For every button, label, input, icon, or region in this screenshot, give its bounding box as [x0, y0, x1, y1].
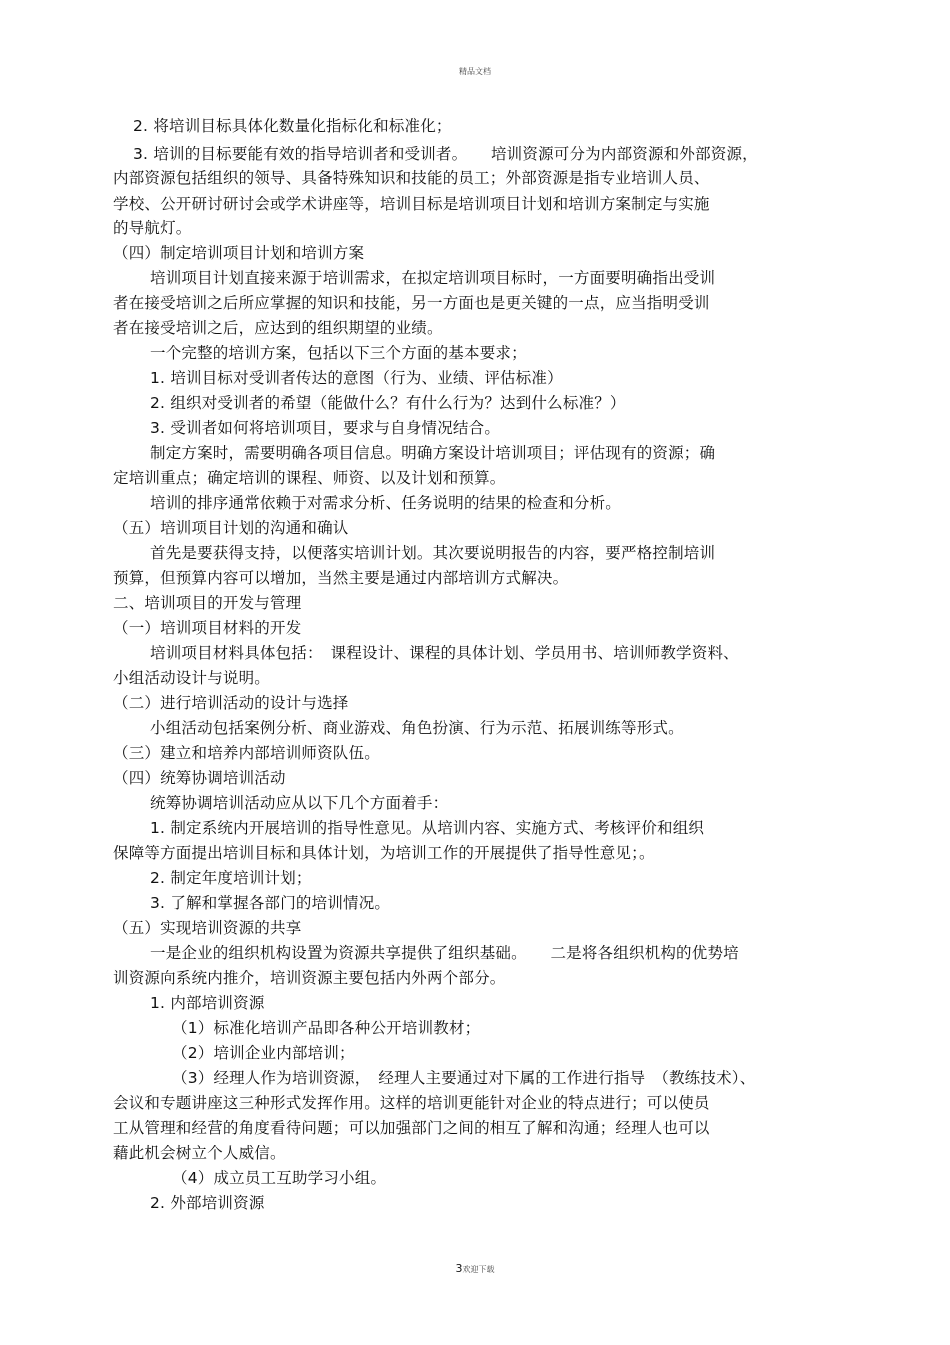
- text-line: 一个完整的培训方案，包括以下三个方面的基本要求；: [150, 344, 527, 362]
- text-line: 统筹协调培训活动应从以下几个方面着手：: [150, 794, 449, 812]
- text-line: 制定方案时，需要明确各项目信息。明确方案设计培训项目；评估现有的资源；确: [150, 444, 716, 462]
- list-item: 2. 外部培训资源: [150, 1194, 265, 1212]
- list-item: （1）标准化培训产品即各种公开培训教材；: [172, 1019, 481, 1037]
- page-footer: [0, 1262, 950, 1275]
- list-item: 3. 受训者如何将培训项目，要求与自身情况结合。: [150, 419, 501, 437]
- text-line: 一是企业的组织机构设置为资源共享提供了组织基础。 二是将各组织机构的优势培: [150, 944, 739, 962]
- page-number: 3: [455, 1262, 463, 1275]
- list-item: 1. 制定系统内开展培训的指导性意见。从培训内容、实施方式、考核评价和组织: [150, 819, 705, 837]
- text-line: 者在接受培训之后所应掌握的知识和技能，另一方面也是更关键的一点，应当指明受训: [113, 294, 710, 312]
- list-item: （4）成立员工互助学习小组。: [172, 1169, 387, 1187]
- section-heading: （五）实现培训资源的共享: [113, 919, 302, 937]
- list-item: 1. 内部培训资源: [150, 994, 265, 1012]
- text-line: 培训项目材料具体包括： 课程设计、课程的具体计划、学员用书、培训师教学资料、: [150, 644, 739, 662]
- list-item: 2. 组织对受训者的希望（能做什么？有什么行为？达到什么标准？）: [150, 394, 626, 412]
- text-line: 者在接受培训之后，应达到的组织期望的业绩。: [113, 319, 443, 337]
- section-heading: （二）进行培训活动的设计与选择: [113, 694, 349, 712]
- text-line: 小组活动包括案例分析、商业游戏、角色扮演、行为示范、拓展训练等形式。: [150, 719, 684, 737]
- text-line: 2. 将培训目标具体化数量化指标化和标准化；: [133, 117, 452, 135]
- text-line: 定培训重点；确定培训的课程、师资、以及计划和预算。: [113, 469, 506, 487]
- text-line: 训资源向系统内推介，培训资源主要包括内外两个部分。: [113, 969, 506, 987]
- list-item: （2）培训企业内部培训；: [172, 1044, 355, 1062]
- text-line: 的导航灯。: [113, 219, 192, 237]
- section-heading: （三）建立和培养内部培训师资队伍。: [113, 744, 380, 762]
- text-line: 学校、公开研讨研讨会或学术讲座等，培训目标是培训项目计划和培训方案制定与实施: [113, 195, 710, 213]
- section-heading: （五）培训项目计划的沟通和确认: [113, 519, 349, 537]
- text-line: 工从管理和经营的角度看待问题；可以加强部门之间的相互了解和沟通；经理人也可以: [113, 1119, 710, 1137]
- list-item: 2. 制定年度培训计划；: [150, 869, 312, 887]
- section-heading: 二、培训项目的开发与管理: [113, 594, 302, 612]
- footer-text: 欢迎下载: [462, 1265, 495, 1274]
- list-item: 3. 了解和掌握各部门的培训情况。: [150, 894, 391, 912]
- text-line: 保障等方面提出培训目标和具体计划，为培训工作的开展提供了指导性意见；。: [113, 844, 655, 862]
- text-line: 预算，但预算内容可以增加，当然主要是通过内部培训方式解决。: [113, 569, 569, 587]
- list-item: 1. 培训目标对受训者传达的意图（行为、业绩、评估标准）: [150, 369, 563, 387]
- text-line: 3. 培训的目标要能有效的指导培训者和受训者。 培训资源可分为内部资源和外部资源，: [133, 145, 758, 163]
- text-line: 内部资源包括组织的领导、具备特殊知识和技能的员工；外部资源是指专业培训人员、: [113, 169, 710, 187]
- text-line: 会议和专题讲座这三种形式发挥作用。这样的培训更能针对企业的特点进行；可以使员: [113, 1094, 710, 1112]
- section-heading: （四）制定培训项目计划和培训方案: [113, 244, 365, 262]
- list-item: （3）经理人作为培训资源， 经理人主要通过对下属的工作进行指导 （教练技术）、: [172, 1069, 756, 1087]
- text-line: 培训的排序通常依赖于对需求分析、任务说明的结果的检查和分析。: [150, 494, 622, 512]
- section-heading: （四）统筹协调培训活动: [113, 769, 286, 787]
- text-line: 培训项目计划直接来源于培训需求，在拟定培训项目标时，一方面要明确指出受训: [150, 269, 716, 287]
- section-heading: （一）培训项目材料的开发: [113, 619, 302, 637]
- text-line: 藉此机会树立个人威信。: [113, 1144, 286, 1162]
- text-line: 小组活动设计与说明。: [113, 669, 271, 687]
- text-line: 首先是要获得支持，以便落实培训计划。其次要说明报告的内容，要严格控制培训: [150, 544, 716, 562]
- page-header: 精品文档: [459, 67, 491, 76]
